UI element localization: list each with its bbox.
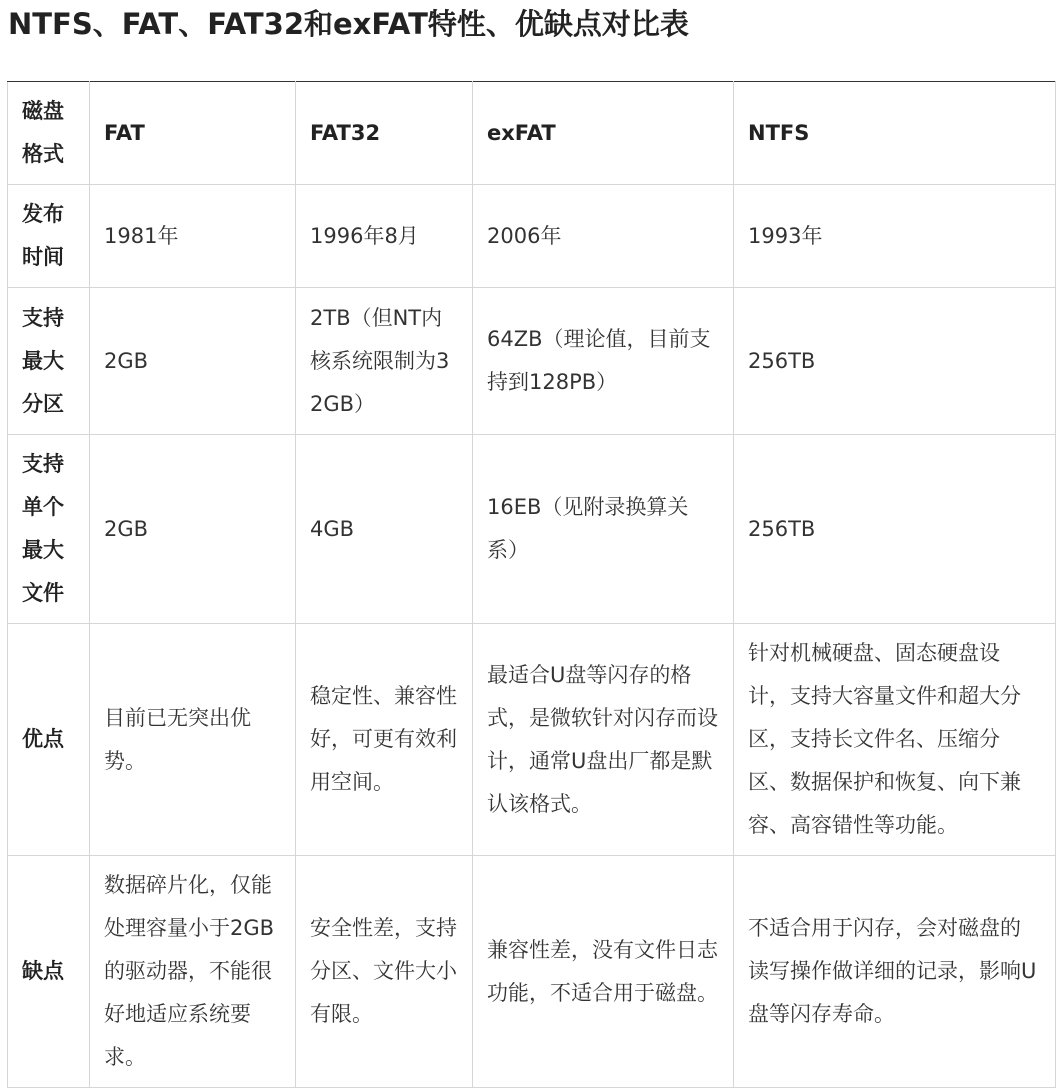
comparison-table (7, 81, 1056, 1088)
table-cell: 目前已无突出优势。 (90, 624, 296, 856)
header-row (8, 82, 1056, 185)
table-cell: 1996年8月 (296, 185, 473, 288)
table-cell: 不适合用于闪存，会对磁盘的读写操作做详细的记录，影响U盘等闪存寿命。 (734, 856, 1056, 1088)
table-cell: 2GB (90, 288, 296, 435)
row-header-release-date: 发布时间 (8, 185, 90, 288)
column-header-exfat: exFAT (473, 82, 734, 185)
column-header-ntfs: NTFS (734, 82, 1056, 185)
table-row-release-date (8, 185, 1056, 288)
table-cell: 2006年 (473, 185, 734, 288)
row-header-max-file-size: 支持单个最大文件 (8, 435, 90, 624)
column-header-fat: FAT (90, 82, 296, 185)
table-cell: 1993年 (734, 185, 1056, 288)
table-cell: 稳定性、兼容性好，可更有效利用空间。 (296, 624, 473, 856)
table-cell: 4GB (296, 435, 473, 624)
table-cell: 1981年 (90, 185, 296, 288)
table-row-max-file-size (8, 435, 1056, 624)
table-row-max-partition (8, 288, 1056, 435)
table-cell: 2TB（但NT内核系统限制为32GB） (296, 288, 473, 435)
table-cell: 64ZB（理论值，目前支持到128PB） (473, 288, 734, 435)
table-cell: 数据碎片化，仅能处理容量小于2GB的驱动器，不能很好地适应系统要求。 (90, 856, 296, 1088)
table-row-disadvantages (8, 856, 1056, 1088)
table-cell: 针对机械硬盘、固态硬盘设计，支持大容量文件和超大分区，支持长文件名、压缩分区、数据保护和恢复、向下兼容、高容错性等功能。 (734, 624, 1056, 856)
page-title: NTFS、FAT、FAT32和exFAT特性、优缺点对比表 (8, 7, 689, 41)
row-header-disk-format: 磁盘格式 (8, 82, 90, 185)
table-row-advantages (8, 624, 1056, 856)
table-cell: 256TB (734, 288, 1056, 435)
table-cell: 2GB (90, 435, 296, 624)
table-cell: 兼容性差，没有文件日志功能，不适合用于磁盘。 (473, 856, 734, 1088)
table-cell: 16EB（见附录换算关系） (473, 435, 734, 624)
row-header-disadvantages: 缺点 (8, 856, 90, 1088)
table-cell: 256TB (734, 435, 1056, 624)
row-header-max-partition: 支持最大分区 (8, 288, 90, 435)
table-cell: 最适合U盘等闪存的格式，是微软针对闪存而设计，通常U盘出厂都是默认该格式。 (473, 624, 734, 856)
row-header-advantages: 优点 (8, 624, 90, 856)
column-header-fat32: FAT32 (296, 82, 473, 185)
table-cell: 安全性差，支持分区、文件大小有限。 (296, 856, 473, 1088)
